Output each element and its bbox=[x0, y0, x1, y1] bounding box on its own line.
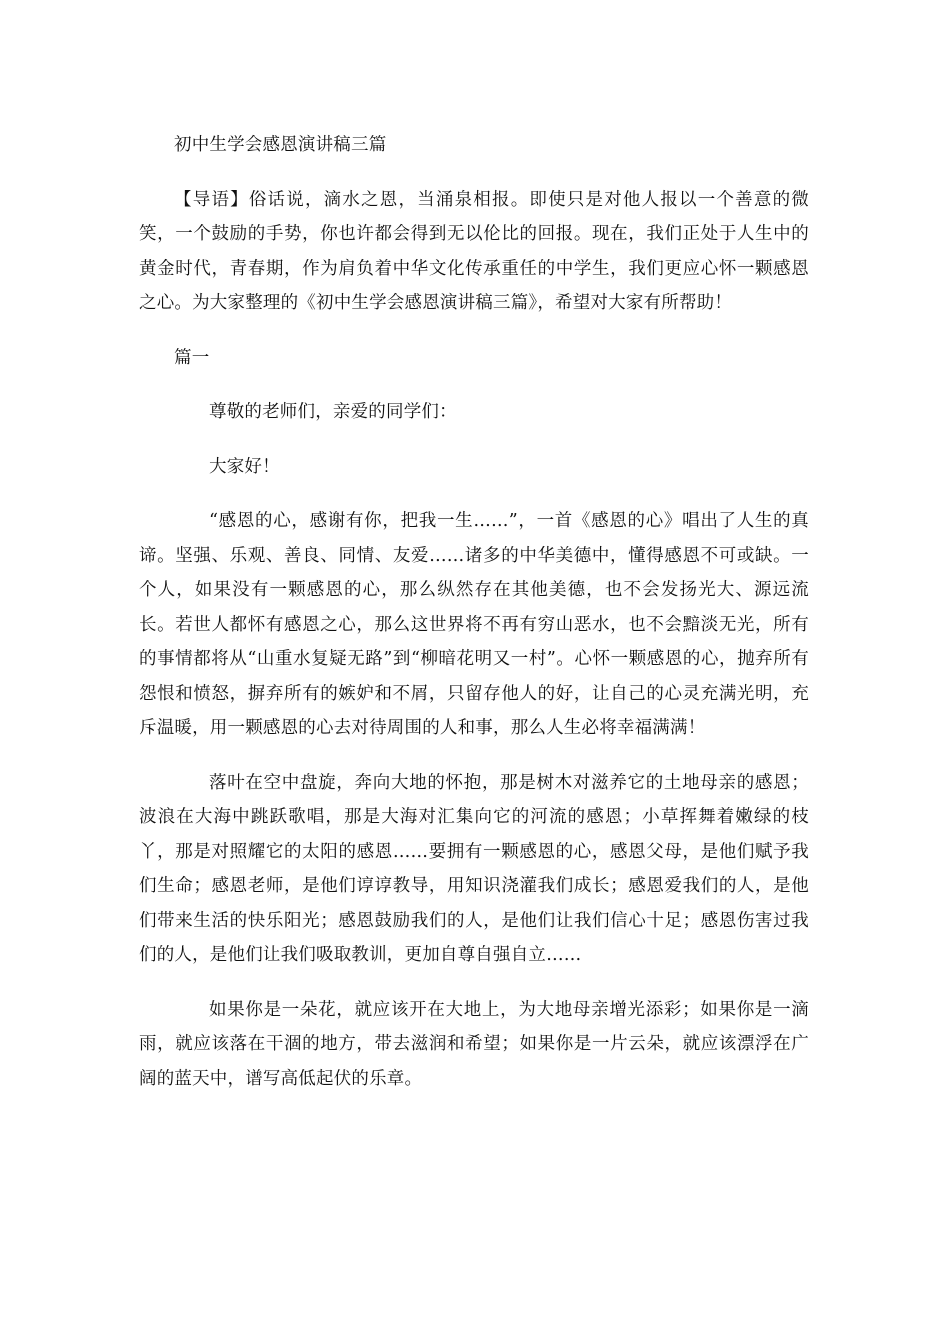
document-body bbox=[139, 128, 809, 1096]
spacer bbox=[139, 375, 809, 395]
spacer bbox=[139, 163, 809, 183]
salutation: 尊敬的老师们，亲爱的同学们： bbox=[209, 402, 457, 422]
section-heading: 篇一 bbox=[174, 347, 210, 368]
spacer bbox=[139, 973, 809, 993]
greeting: 大家好！ bbox=[209, 456, 280, 477]
body-paragraph-1: “感恩的心，感谢有你，把我一生……”，一首《感恩的心》唱出了人生的真谛。坚强、乐观、善良、同情、友爱……诸多的中华美德中，懂得感恩不可或缺。一个人，如果没有一颗感恩的心，那么纵然存在其他美德，也不会发扬光大、源远流长。若世人都怀有感恩之心，那么这世界将不再有穷山恶水，也不会黯淡无光，所有的事情都将从“山重水复疑无路”到“柳暗花明又一村”。心怀一颗感恩的心，抛弃所有怨恨和愤怒，摒弃所有的嫉妒和不屑，只留存他人的好，让自己的心灵充满光明，充斥温暖，用一颗感恩的心去对待周围的人和事，那么人生必将幸福满满！ bbox=[139, 511, 809, 738]
spacer bbox=[139, 430, 809, 450]
body-paragraph-2: 落叶在空中盘旋，奔向大地的怀抱，那是树木对滋养它的土地母亲的感恩；波浪在大海中跳跃歌唱，那是大海对汇集向它的河流的感恩；小草挥舞着嫩绿的枝丫，那是对照耀它的太阳的感恩……要拥有一颗感恩的心，感恩父母，是他们赋予我们生命；感恩老师，是他们谆谆教导，用知识浇灌我们成长；感恩爱我们的人，是他们带来生活的快乐阳光；感恩鼓励我们的人，是他们让我们信心十足；感恩伤害过我们的人，是他们让我们吸取教训，更加自尊自强自立…… bbox=[139, 772, 809, 965]
intro-paragraph: 【导语】俗话说，滴水之恩，当涌泉相报。即使只是对他人报以一个善意的微笑，一个鼓励的手势，你也许都会得到无以伦比的回报。现在，我们正处于人生中的黄金时代，青春期，作为肩负着中华文化传承重任的中学生，我们更应心怀一颗感恩之心。为大家整理的《初中生学会感恩演讲稿三篇》，希望对大家有所帮助！ bbox=[139, 189, 809, 313]
body-paragraph-3: 如果你是一朵花，就应该开在大地上，为大地母亲增光添彩；如果你是一滴雨，就应该落在干涸的地方，带去滋润和希望；如果你是一片云朵，就应该漂浮在广阔的蓝天中，谱写高低起伏的乐章。 bbox=[139, 999, 809, 1089]
spacer bbox=[139, 746, 809, 766]
document-title: 初中生学会感恩演讲稿三篇 bbox=[174, 135, 387, 155]
spacer bbox=[139, 321, 809, 341]
spacer bbox=[139, 484, 809, 504]
